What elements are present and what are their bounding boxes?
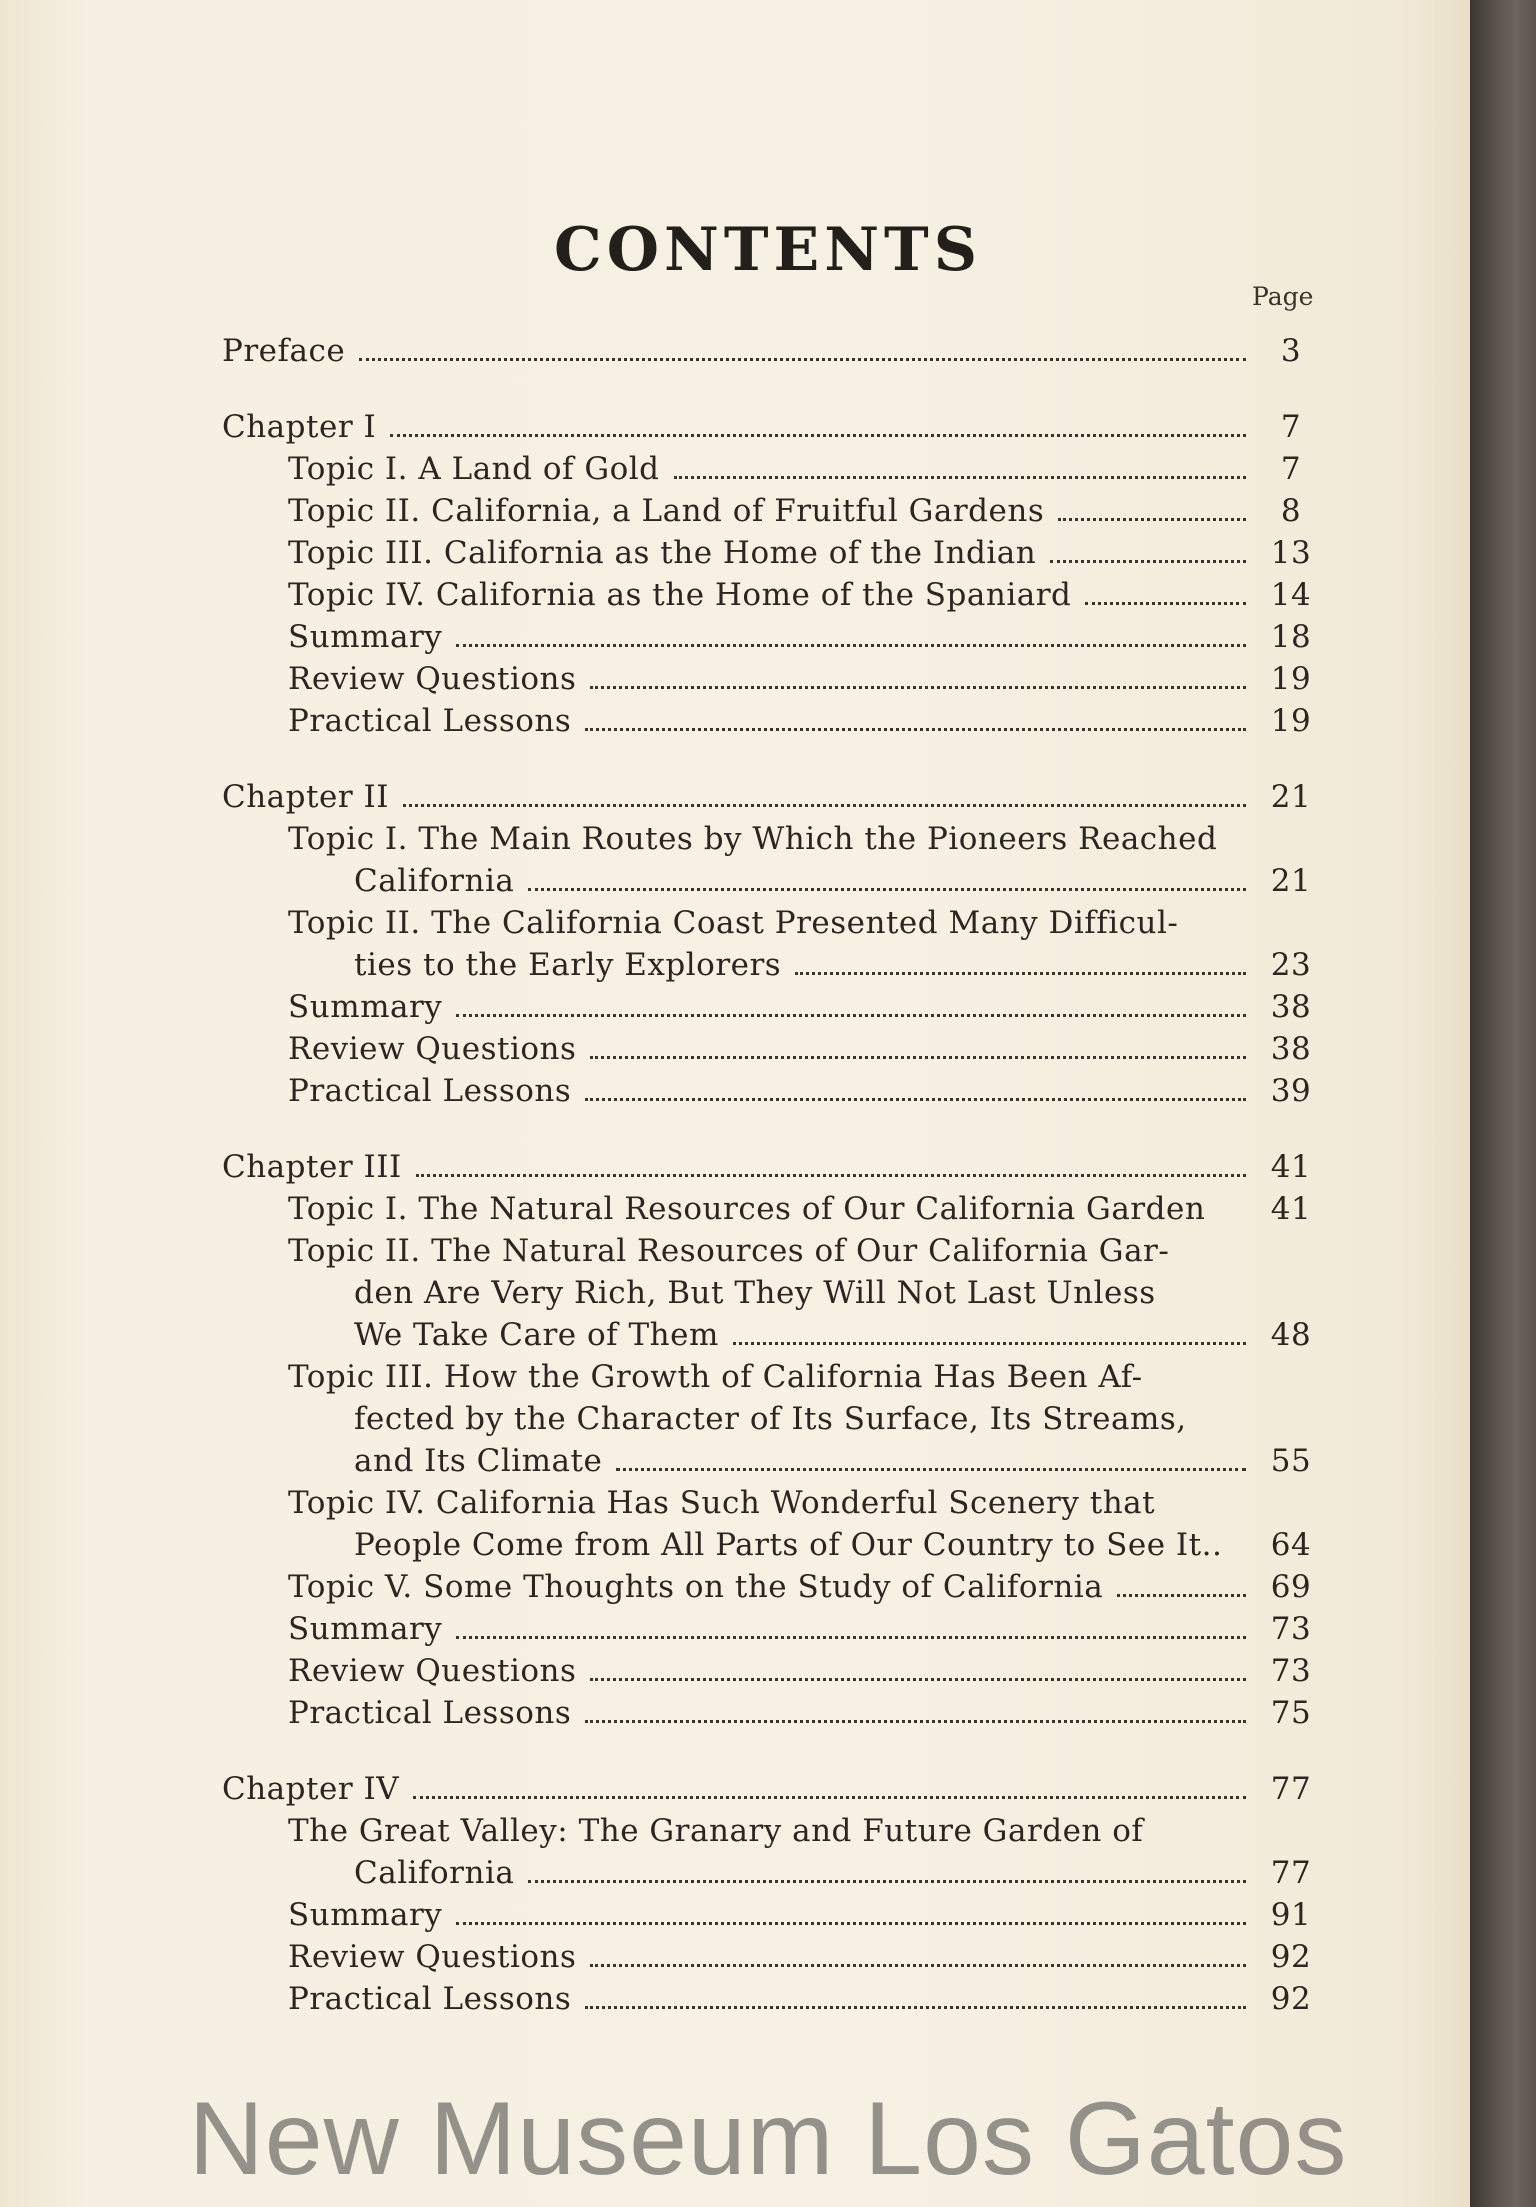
toc-topic-line xyxy=(222,818,1322,860)
toc-topic-line xyxy=(222,1230,1322,1272)
dot-leader xyxy=(590,1963,1246,1967)
entry-page: 41 xyxy=(1270,1191,1312,1227)
dot-leader xyxy=(1117,1593,1246,1597)
toc-topic xyxy=(222,490,1322,532)
dot-leader xyxy=(403,803,1246,807)
entry-title: fected by the Character of Its Surface, Its Streams, xyxy=(354,1401,1187,1437)
toc-summary xyxy=(222,1894,1322,1936)
dot-leader xyxy=(590,1055,1246,1059)
entry-title: Summary xyxy=(288,989,443,1025)
dot-leader xyxy=(390,433,1246,437)
dot-leader xyxy=(456,1635,1246,1639)
toc-topic-line xyxy=(222,1440,1322,1482)
toc-topic-line xyxy=(222,1356,1322,1398)
dot-leader xyxy=(1050,559,1246,563)
entry-title: Review Questions xyxy=(288,1653,577,1689)
entry-title: Practical Lessons xyxy=(288,1695,572,1731)
entry-title: Review Questions xyxy=(288,1031,577,1067)
entry-page: 73 xyxy=(1270,1611,1312,1647)
entry-page: 13 xyxy=(1270,535,1312,571)
toc-topic-line xyxy=(222,1314,1322,1356)
toc-topic-line xyxy=(222,1398,1322,1440)
entry-title: People Come from All Parts of Our Country to See It.. xyxy=(354,1527,1223,1563)
entry-title: Topic III. California as the Home of the Indian xyxy=(288,535,1037,571)
dot-leader xyxy=(1085,601,1246,605)
dot-leader xyxy=(528,1879,1246,1883)
toc-entry-preface xyxy=(222,330,1322,372)
entry-title: Chapter II xyxy=(222,779,389,815)
entry-title: Topic II. The Natural Resources of Our California Gar- xyxy=(288,1233,1170,1269)
entry-title: Topic IV. California as the Home of the Spaniard xyxy=(288,577,1072,613)
entry-title: Topic V. Some Thoughts on the Study of California xyxy=(288,1569,1104,1605)
toc-review-questions xyxy=(222,1936,1322,1978)
toc-topic-line xyxy=(222,1482,1322,1524)
toc-topic xyxy=(222,1566,1322,1608)
dot-leader xyxy=(1058,517,1246,521)
entry-page: 75 xyxy=(1270,1695,1312,1731)
dot-leader xyxy=(585,1097,1246,1101)
entry-page: 23 xyxy=(1270,947,1312,983)
toc-summary xyxy=(222,616,1322,658)
entry-title: Topic II. California, a Land of Fruitful Gardens xyxy=(288,493,1045,529)
entry-page: 77 xyxy=(1270,1855,1312,1891)
toc-topic-line xyxy=(222,902,1322,944)
entry-page: 8 xyxy=(1280,493,1302,529)
entry-page: 21 xyxy=(1270,779,1312,815)
entry-page: 3 xyxy=(1280,333,1302,369)
toc-topic-line xyxy=(222,1852,1322,1894)
entry-page: 7 xyxy=(1280,409,1302,445)
entry-page: 38 xyxy=(1270,989,1312,1025)
toc-topic-line xyxy=(222,1524,1322,1566)
entry-title: Topic I. The Natural Resources of Our California Garden xyxy=(288,1191,1206,1227)
toc-topic-line xyxy=(222,1272,1322,1314)
entry-title: Practical Lessons xyxy=(288,703,572,739)
entry-title: Practical Lessons xyxy=(288,1981,572,2017)
entry-title: California xyxy=(354,863,515,899)
dot-leader xyxy=(616,1467,1246,1471)
entry-title: ties to the Early Explorers xyxy=(354,947,782,983)
entry-page: 64 xyxy=(1270,1527,1312,1563)
dot-leader xyxy=(456,643,1246,647)
dot-leader xyxy=(585,727,1246,731)
dot-leader xyxy=(733,1341,1246,1345)
entry-title: and Its Climate xyxy=(354,1443,603,1479)
toc-summary xyxy=(222,1608,1322,1650)
dot-leader xyxy=(585,1719,1246,1723)
entry-page: 92 xyxy=(1270,1981,1312,2017)
dot-leader xyxy=(795,971,1246,975)
dot-leader xyxy=(590,685,1246,689)
entry-title: Summary xyxy=(288,619,443,655)
dot-leader xyxy=(674,475,1246,479)
entry-title: We Take Care of Them xyxy=(354,1317,719,1353)
dot-leader xyxy=(590,1677,1246,1681)
page-column-label: Page xyxy=(1252,282,1314,311)
entry-title: Topic I. The Main Routes by Which the Pioneers Reached xyxy=(288,821,1218,857)
toc-chapter-3 xyxy=(222,1146,1322,1188)
entry-title: Chapter III xyxy=(222,1149,402,1185)
toc-topic xyxy=(222,1188,1322,1230)
entry-page: 55 xyxy=(1270,1443,1312,1479)
entry-page: 92 xyxy=(1270,1939,1312,1975)
toc-practical-lessons xyxy=(222,1978,1322,2020)
dot-leader xyxy=(359,357,1246,361)
entry-page: 19 xyxy=(1270,703,1312,739)
toc-practical-lessons xyxy=(222,1070,1322,1112)
entry-page: 48 xyxy=(1270,1317,1312,1353)
entry-title: den Are Very Rich, But They Will Not Last Unless xyxy=(354,1275,1156,1311)
entry-page: 73 xyxy=(1270,1653,1312,1689)
toc-review-questions xyxy=(222,658,1322,700)
entry-page: 39 xyxy=(1270,1073,1312,1109)
dot-leader xyxy=(416,1173,1246,1177)
entry-title: Topic III. How the Growth of California Has Been Af- xyxy=(288,1359,1143,1395)
toc-review-questions xyxy=(222,1650,1322,1692)
dot-leader xyxy=(456,1013,1246,1017)
toc-summary xyxy=(222,986,1322,1028)
entry-title: Chapter I xyxy=(222,409,377,445)
entry-title: Topic II. The California Coast Presented Many Difficul- xyxy=(288,905,1179,941)
entry-page: 14 xyxy=(1270,577,1312,613)
entry-page: 91 xyxy=(1270,1897,1312,1933)
dot-leader xyxy=(456,1921,1246,1925)
entry-title: California xyxy=(354,1855,515,1891)
toc-practical-lessons xyxy=(222,1692,1322,1734)
entry-page: 19 xyxy=(1270,661,1312,697)
toc-chapter-2 xyxy=(222,776,1322,818)
entry-page: 18 xyxy=(1270,619,1312,655)
dot-leader xyxy=(585,2005,1246,2009)
entry-title: The Great Valley: The Granary and Future Garden of xyxy=(288,1813,1144,1849)
entry-title: Review Questions xyxy=(288,661,577,697)
toc-topic-line xyxy=(222,1810,1322,1852)
entry-page: 38 xyxy=(1270,1031,1312,1067)
dot-leader xyxy=(413,1795,1246,1799)
entry-title: Review Questions xyxy=(288,1939,577,1975)
toc-topic xyxy=(222,574,1322,616)
toc-topic-line xyxy=(222,944,1322,986)
toc-chapter-4 xyxy=(222,1768,1322,1810)
toc-chapter-1 xyxy=(222,406,1322,448)
page-title: CONTENTS xyxy=(553,215,983,285)
entry-page: 7 xyxy=(1280,451,1302,487)
entry-page: 69 xyxy=(1270,1569,1312,1605)
toc-topic xyxy=(222,532,1322,574)
entry-title: Practical Lessons xyxy=(288,1073,572,1109)
watermark-text: New Museum Los Gatos xyxy=(188,2081,1348,2197)
entry-title: Topic I. A Land of Gold xyxy=(288,451,660,487)
entry-title: Topic IV. California Has Such Wonderful Scenery that xyxy=(288,1485,1156,1521)
entry-page: 77 xyxy=(1270,1771,1312,1807)
entry-title: Preface xyxy=(222,333,346,369)
toc-practical-lessons xyxy=(222,700,1322,742)
book-spine xyxy=(1470,0,1536,2207)
toc-topic xyxy=(222,448,1322,490)
table-of-contents xyxy=(222,330,1322,2020)
entry-page: 41 xyxy=(1270,1149,1312,1185)
entry-title: Chapter IV xyxy=(222,1771,400,1807)
toc-review-questions xyxy=(222,1028,1322,1070)
entry-title: Summary xyxy=(288,1611,443,1647)
entry-title: Summary xyxy=(288,1897,443,1933)
dot-leader xyxy=(528,887,1246,891)
entry-page: 21 xyxy=(1270,863,1312,899)
toc-topic-line xyxy=(222,860,1322,902)
